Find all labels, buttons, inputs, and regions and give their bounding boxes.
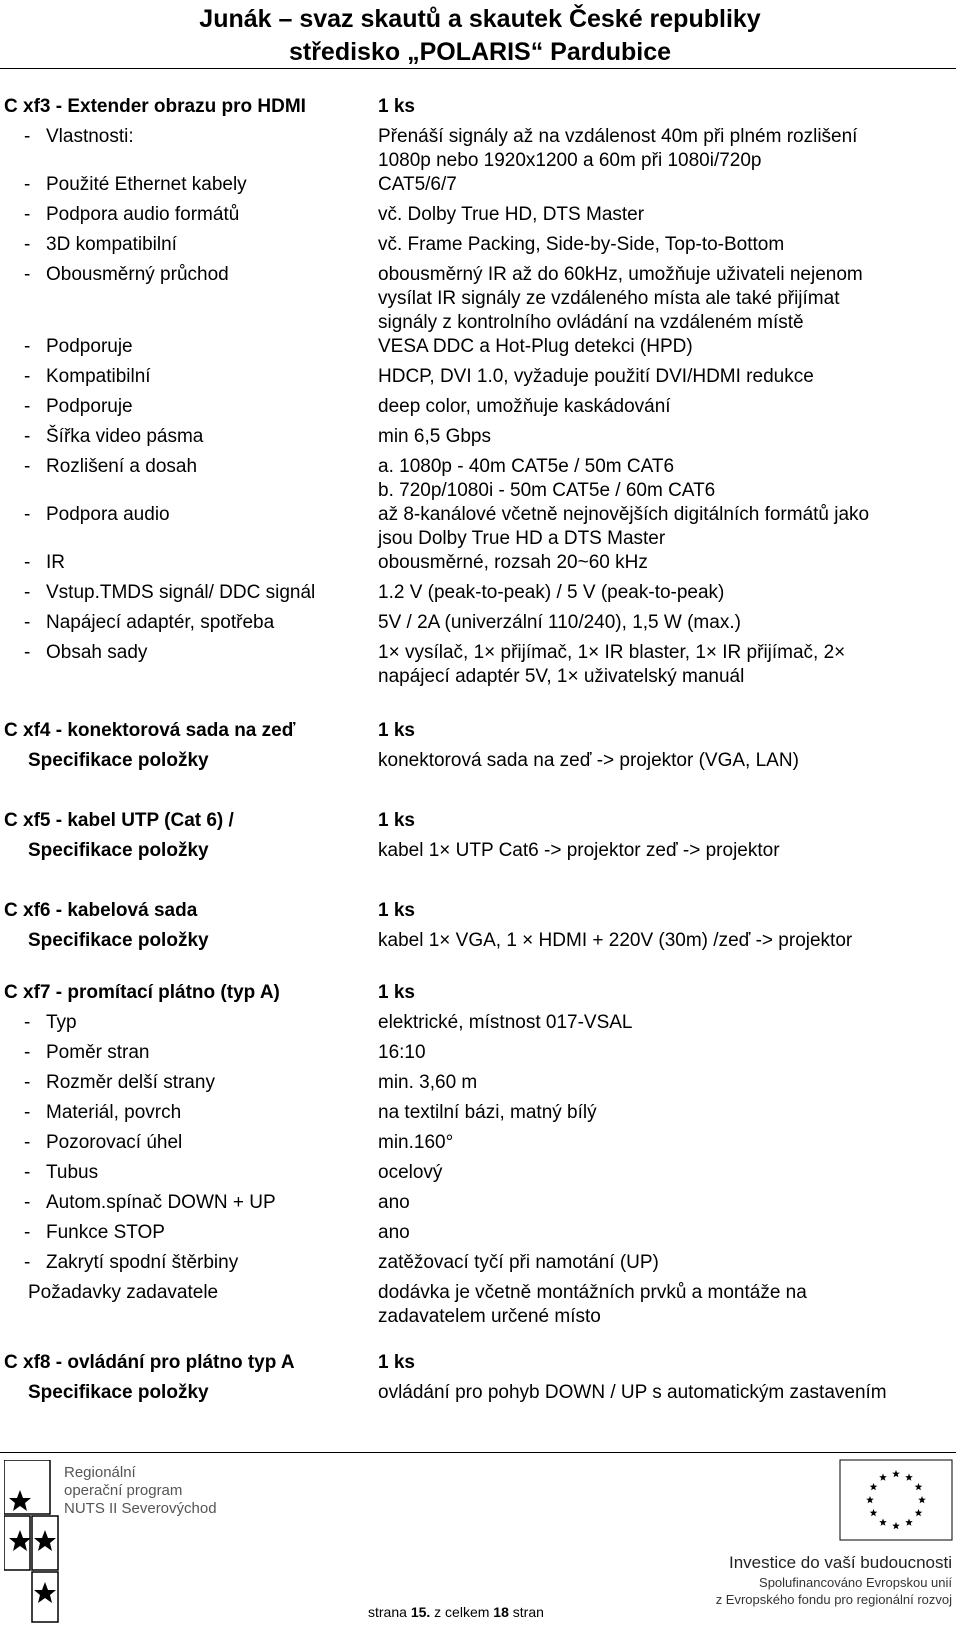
property-label-cell bbox=[4, 125, 378, 173]
rop-line: NUTS II Severovýchod bbox=[64, 1500, 217, 1517]
property-row bbox=[4, 1041, 956, 1071]
property-value-line: ano bbox=[378, 1192, 410, 1213]
property-value bbox=[378, 233, 956, 263]
property-value-line: napájecí adaptér 5V, 1× uživatelský manuál bbox=[378, 666, 745, 687]
property-row bbox=[4, 173, 956, 203]
property-value-line: 1080p nebo 1920x1200 a 60m při 1080i/720p bbox=[378, 150, 762, 171]
item-xf6 bbox=[4, 899, 956, 959]
property-label: Podpora audio bbox=[46, 504, 170, 525]
property-label: 3D kompatibilní bbox=[46, 234, 177, 255]
property-label-cell bbox=[4, 335, 378, 365]
property-label: Materiál, povrch bbox=[46, 1102, 182, 1123]
requirements-label: Požadavky zadavatele bbox=[28, 1282, 219, 1303]
page-middle: z celkem bbox=[434, 1604, 490, 1620]
property-label: Tubus bbox=[46, 1162, 99, 1183]
spec-row bbox=[4, 749, 956, 779]
property-label: Podporuje bbox=[46, 336, 133, 357]
property-value bbox=[378, 395, 956, 425]
property-label-cell bbox=[4, 503, 378, 551]
property-label-cell bbox=[4, 1101, 378, 1131]
spec-value: ovládání pro pohyb DOWN / UP s automatickým zastavením bbox=[378, 1382, 887, 1403]
property-label-cell bbox=[4, 1191, 378, 1221]
property-value bbox=[378, 203, 956, 233]
property-label-cell bbox=[4, 1221, 378, 1251]
property-value-line: ocelový bbox=[378, 1162, 443, 1183]
item-xf5 bbox=[4, 809, 956, 869]
property-value bbox=[378, 125, 956, 173]
spec-list bbox=[4, 95, 956, 1411]
property-value-line: obousměrný IR až do 60kHz, umožňuje uživateli nejenom bbox=[378, 264, 863, 285]
property-label: Napájecí adaptér, spotřeba bbox=[46, 612, 275, 633]
bullet-dash: - bbox=[24, 1252, 31, 1273]
item-qty: 1 ks bbox=[378, 720, 415, 741]
item-title: C xf3 - Extender obrazu pro HDMI bbox=[4, 96, 306, 117]
bullet-dash: - bbox=[24, 1162, 31, 1183]
property-value-line: 1× vysílač, 1× přijímač, 1× IR blaster, 1× IR přijímač, 2× bbox=[378, 642, 846, 663]
property-row bbox=[4, 641, 956, 689]
property-row bbox=[4, 551, 956, 581]
item-qty: 1 ks bbox=[378, 900, 415, 921]
property-label-cell bbox=[4, 611, 378, 641]
property-value bbox=[378, 641, 956, 689]
spec-value: kabel 1× UTP Cat6 -> projektor zeď -> projektor bbox=[378, 840, 780, 861]
item-xf7 bbox=[4, 981, 956, 1329]
property-label-cell bbox=[4, 1131, 378, 1161]
property-row bbox=[4, 425, 956, 455]
bullet-dash: - bbox=[24, 1132, 31, 1153]
property-value bbox=[378, 1161, 956, 1191]
requirements-line: dodávka je včetně montážních prvků a montáže na bbox=[378, 1282, 807, 1303]
property-value bbox=[378, 1041, 956, 1071]
property-label: Obsah sady bbox=[46, 642, 148, 663]
organization-name: Junák – svaz skautů a skautek České republiky bbox=[199, 5, 761, 33]
property-value bbox=[378, 1251, 956, 1281]
item-qty: 1 ks bbox=[378, 96, 415, 117]
property-label: Kompatibilní bbox=[46, 366, 151, 387]
property-row bbox=[4, 203, 956, 233]
property-row bbox=[4, 503, 956, 551]
property-value-line: 16:10 bbox=[378, 1042, 426, 1063]
item-title: C xf7 - promítací plátno (typ A) bbox=[4, 982, 280, 1003]
property-value-line: CAT5/6/7 bbox=[378, 174, 457, 195]
property-label-cell bbox=[4, 395, 378, 425]
property-label-cell bbox=[4, 641, 378, 689]
property-row bbox=[4, 1251, 956, 1281]
bullet-dash: - bbox=[24, 552, 31, 573]
property-row bbox=[4, 365, 956, 395]
item-title-row bbox=[4, 1351, 956, 1381]
property-row bbox=[4, 335, 956, 365]
item-title: C xf8 - ovládání pro plátno typ A bbox=[4, 1352, 295, 1373]
property-value-line: min. 3,60 m bbox=[378, 1072, 478, 1093]
item-title-row bbox=[4, 981, 956, 1011]
bullet-dash: - bbox=[24, 264, 31, 285]
property-label: Rozměr delší strany bbox=[46, 1072, 215, 1093]
property-value-line: min 6,5 Gbps bbox=[378, 426, 491, 447]
property-label-cell bbox=[4, 551, 378, 581]
requirements-row bbox=[4, 1281, 956, 1329]
property-value-line: vč. Dolby True HD, DTS Master bbox=[378, 204, 645, 225]
property-label-cell bbox=[4, 263, 378, 335]
bullet-dash: - bbox=[24, 396, 31, 417]
item-xf3 bbox=[4, 95, 956, 689]
property-value bbox=[378, 1221, 956, 1251]
property-row bbox=[4, 1131, 956, 1161]
property-label-cell bbox=[4, 365, 378, 395]
page-suffix: stran bbox=[512, 1604, 544, 1620]
eu-line: Spolufinancováno Evropskou unií bbox=[759, 1575, 952, 1590]
bullet-dash: - bbox=[24, 204, 31, 225]
property-value-line: vč. Frame Packing, Side-by-Side, Top-to-Bottom bbox=[378, 234, 785, 255]
bullet-dash: - bbox=[24, 1072, 31, 1093]
rop-logo bbox=[4, 1460, 234, 1625]
property-label: Poměr stran bbox=[46, 1042, 150, 1063]
rop-line: Regionální bbox=[64, 1464, 136, 1481]
item-title-row bbox=[4, 719, 956, 749]
eu-logo bbox=[700, 1456, 956, 1626]
property-label: Pozorovací úhel bbox=[46, 1132, 183, 1153]
eu-flag-icon bbox=[700, 1456, 956, 1546]
spec-row bbox=[4, 839, 956, 869]
bullet-dash: - bbox=[24, 1012, 31, 1033]
item-qty: 1 ks bbox=[378, 982, 415, 1003]
bullet-dash: - bbox=[24, 234, 31, 255]
property-value bbox=[378, 1191, 956, 1221]
property-value-line: jsou Dolby True HD a DTS Master bbox=[378, 528, 666, 549]
property-value bbox=[378, 503, 956, 551]
property-label: Autom.spínač DOWN + UP bbox=[46, 1192, 276, 1213]
property-value-line: VESA DDC a Hot-Plug detekci (HPD) bbox=[378, 336, 693, 357]
bullet-dash: - bbox=[24, 1192, 31, 1213]
property-value bbox=[378, 455, 956, 503]
bullet-dash: - bbox=[24, 642, 31, 663]
property-value-line: a. 1080p - 40m CAT5e / 50m CAT6 bbox=[378, 456, 675, 477]
property-row bbox=[4, 125, 956, 173]
property-value-line: deep color, umožňuje kaskádování bbox=[378, 396, 671, 417]
requirements-line: zadavatelem určené místo bbox=[378, 1306, 601, 1327]
header-divider bbox=[0, 68, 956, 69]
page-number bbox=[368, 1604, 544, 1620]
requirements-value bbox=[378, 1281, 956, 1329]
unit-name: středisko „POLARIS“ Pardubice bbox=[288, 38, 672, 66]
property-value bbox=[378, 335, 956, 365]
property-value bbox=[378, 581, 956, 611]
page-current: 15. bbox=[410, 1604, 431, 1620]
property-label-cell bbox=[4, 233, 378, 263]
property-value-line: obousměrné, rozsah 20~60 kHz bbox=[378, 552, 648, 573]
property-label: IR bbox=[46, 552, 65, 573]
property-row bbox=[4, 1221, 956, 1251]
property-value-line: na textilní bázi, matný bílý bbox=[378, 1102, 597, 1123]
property-row bbox=[4, 1011, 956, 1041]
bullet-dash: - bbox=[24, 126, 31, 147]
property-row bbox=[4, 263, 956, 335]
bullet-dash: - bbox=[24, 582, 31, 603]
item-title: C xf5 - kabel UTP (Cat 6) / bbox=[4, 810, 234, 831]
bullet-dash: - bbox=[24, 1102, 31, 1123]
property-row bbox=[4, 455, 956, 503]
spec-label: Specifikace položky bbox=[28, 1382, 209, 1403]
rop-label bbox=[64, 1464, 217, 1518]
property-value bbox=[378, 263, 956, 335]
spec-label: Specifikace položky bbox=[28, 840, 209, 861]
property-row bbox=[4, 233, 956, 263]
bullet-dash: - bbox=[24, 174, 31, 195]
page-total: 18 bbox=[493, 1604, 509, 1620]
property-label-cell bbox=[4, 1071, 378, 1101]
eu-label bbox=[716, 1552, 952, 1608]
bullet-dash: - bbox=[24, 456, 31, 477]
property-value bbox=[378, 1071, 956, 1101]
bullet-dash: - bbox=[24, 612, 31, 633]
property-label: Vlastnosti: bbox=[46, 126, 134, 147]
spec-label: Specifikace položky bbox=[28, 930, 209, 951]
spec-value: konektorová sada na zeď -> projektor (VGA, LAN) bbox=[378, 750, 799, 771]
property-row bbox=[4, 1071, 956, 1101]
property-value bbox=[378, 1131, 956, 1161]
property-label-cell bbox=[4, 1161, 378, 1191]
property-value bbox=[378, 611, 956, 641]
property-value-line: b. 720p/1080i - 50m CAT5e / 60m CAT6 bbox=[378, 480, 716, 501]
property-label: Šířka video pásma bbox=[46, 426, 204, 447]
property-label: Typ bbox=[46, 1012, 77, 1033]
page-header bbox=[0, 0, 960, 69]
property-value-line: min.160° bbox=[378, 1132, 454, 1153]
rop-line: operační program bbox=[64, 1482, 183, 1499]
bullet-dash: - bbox=[24, 1042, 31, 1063]
item-xf4 bbox=[4, 719, 956, 779]
page-footer bbox=[0, 1452, 960, 1628]
property-row bbox=[4, 611, 956, 641]
property-value-line: 5V / 2A (univerzální 110/240), 1,5 W (max.) bbox=[378, 612, 741, 633]
property-value-line: signály z kontrolního ovládání na vzdáleném místě bbox=[378, 312, 804, 333]
property-label: Zakrytí spodní štěrbiny bbox=[46, 1252, 239, 1273]
item-xf8 bbox=[4, 1351, 956, 1411]
property-label-cell bbox=[4, 1011, 378, 1041]
property-label-cell bbox=[4, 1251, 378, 1281]
property-label-cell bbox=[4, 203, 378, 233]
bullet-dash: - bbox=[24, 366, 31, 387]
property-label: Obousměrný průchod bbox=[46, 264, 229, 285]
property-label-cell bbox=[4, 581, 378, 611]
property-label: Podporuje bbox=[46, 396, 133, 417]
property-value-line: 1.2 V (peak-to-peak) / 5 V (peak-to-peak) bbox=[378, 582, 725, 603]
item-title-row bbox=[4, 95, 956, 125]
item-qty: 1 ks bbox=[378, 810, 415, 831]
property-label-cell bbox=[4, 425, 378, 455]
property-label: Rozlišení a dosah bbox=[46, 456, 198, 477]
spec-row bbox=[4, 1381, 956, 1411]
property-value bbox=[378, 551, 956, 581]
item-title-row bbox=[4, 809, 956, 839]
property-label-cell bbox=[4, 173, 378, 203]
spec-label: Specifikace položky bbox=[28, 750, 209, 771]
footer-divider bbox=[0, 1452, 956, 1453]
eu-line: Investice do vaší budoucnosti bbox=[728, 1553, 952, 1572]
property-value-line: elektrické, místnost 017-VSAL bbox=[378, 1012, 633, 1033]
spec-value: kabel 1× VGA, 1 × HDMI + 220V (30m) /zeď -> projektor bbox=[378, 930, 853, 951]
property-row bbox=[4, 581, 956, 611]
bullet-dash: - bbox=[24, 426, 31, 447]
page-prefix: strana bbox=[368, 1604, 407, 1620]
property-label: Vstup.TMDS signál/ DDC signál bbox=[46, 582, 316, 603]
property-value-line: zatěžovací tyčí při namotání (UP) bbox=[378, 1252, 659, 1273]
property-label: Podpora audio formátů bbox=[46, 204, 240, 225]
property-row bbox=[4, 395, 956, 425]
property-label: Funkce STOP bbox=[46, 1222, 165, 1243]
property-value bbox=[378, 173, 956, 203]
property-value bbox=[378, 365, 956, 395]
property-value bbox=[378, 1011, 956, 1041]
property-row bbox=[4, 1191, 956, 1221]
property-value-line: HDCP, DVI 1.0, vyžaduje použití DVI/HDMI redukce bbox=[378, 366, 814, 387]
spec-row bbox=[4, 929, 956, 959]
property-value bbox=[378, 1101, 956, 1131]
property-row bbox=[4, 1101, 956, 1131]
item-qty: 1 ks bbox=[378, 1352, 415, 1373]
property-value-line: ano bbox=[378, 1222, 410, 1243]
item-title: C xf4 - konektorová sada na zeď bbox=[4, 720, 296, 741]
bullet-dash: - bbox=[24, 1222, 31, 1243]
bullet-dash: - bbox=[24, 504, 31, 525]
item-title: C xf6 - kabelová sada bbox=[4, 900, 198, 921]
property-value bbox=[378, 425, 956, 455]
bullet-dash: - bbox=[24, 336, 31, 357]
item-title-row bbox=[4, 899, 956, 929]
property-label-cell bbox=[4, 1041, 378, 1071]
property-label: Použité Ethernet kabely bbox=[46, 174, 247, 195]
property-label-cell bbox=[4, 455, 378, 503]
property-value-line: vysílat IR signály ze vzdáleného místa ale také přijímat bbox=[378, 288, 840, 309]
eu-line: z Evropského fondu pro regionální rozvoj bbox=[715, 1592, 952, 1607]
property-row bbox=[4, 1161, 956, 1191]
property-value-line: Přenáší signály až na vzdálenost 40m při plném rozlišení bbox=[378, 126, 858, 147]
property-value-line: až 8-kanálové včetně nejnovějších digitálních formátů jako bbox=[378, 504, 870, 525]
